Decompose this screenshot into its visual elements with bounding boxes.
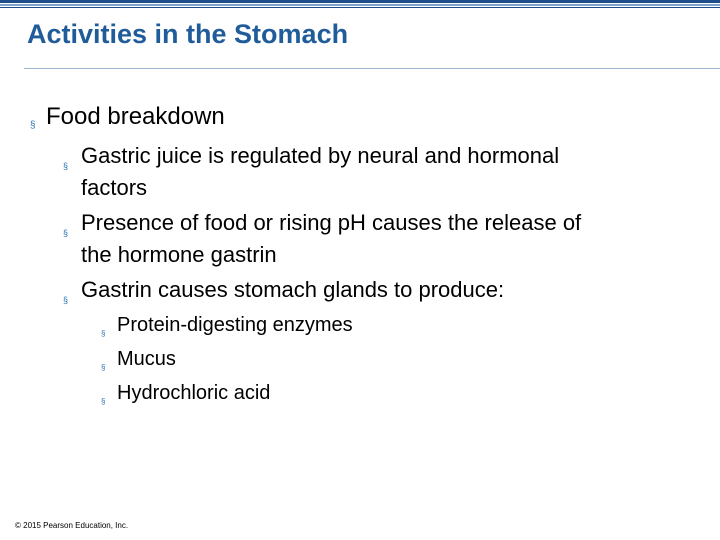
title-divider bbox=[24, 68, 720, 69]
bullet-marker: § bbox=[63, 228, 69, 238]
bullet-marker: § bbox=[101, 329, 106, 338]
bullet-text: Protein-digesting enzymes bbox=[117, 314, 353, 336]
bullet-marker: § bbox=[30, 120, 36, 131]
top-decorative-band bbox=[0, 0, 720, 9]
bullet-marker: § bbox=[63, 295, 69, 305]
top-band-line-dark bbox=[0, 0, 720, 3]
bullet-text-line-1: Presence of food or rising pH causes the release of bbox=[81, 210, 582, 235]
bullet-marker: § bbox=[63, 161, 69, 171]
bullet-marker: § bbox=[101, 397, 106, 406]
bullet-text-line-1: Gastric juice is regulated by neural and hormonal bbox=[81, 143, 560, 168]
copyright-notice: © 2015 Pearson Education, Inc. bbox=[15, 521, 129, 530]
bullet-text-line-2: factors bbox=[81, 175, 148, 200]
bullet-text: Mucus bbox=[117, 348, 176, 370]
bullet-text: Hydrochloric acid bbox=[117, 382, 271, 404]
top-band-line-dark-2 bbox=[0, 7, 720, 8]
slide-title: Activities in the Stomach bbox=[27, 19, 349, 49]
top-band-line-light bbox=[0, 4, 720, 6]
bullet-marker: § bbox=[101, 363, 106, 372]
bullet-text: Food breakdown bbox=[46, 103, 225, 130]
bullet-text: Gastrin causes stomach glands to produce: bbox=[81, 277, 505, 302]
bullet-text-line-2: the hormone gastrin bbox=[81, 242, 277, 267]
